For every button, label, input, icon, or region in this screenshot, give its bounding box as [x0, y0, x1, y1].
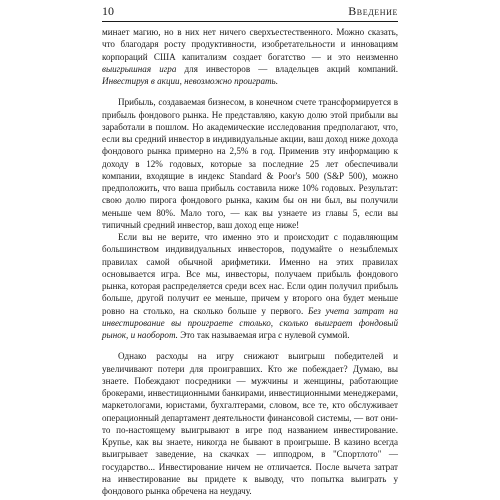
paragraph-gap — [102, 341, 398, 350]
header-rule — [102, 21, 398, 22]
paragraph-1 — [102, 26, 398, 87]
paragraph-1-segment: минает магию, но в них нет ничего сверхъестественного. Можно сказать, что благодаря росту продуктивности, изобретательности и инновациям корпораций США капитализм создает богатство — и это неизменно — [102, 27, 398, 62]
paragraph-1-segment: для инвесторов — владельцев акций компаний. — [176, 63, 398, 74]
paragraph-3-segment: Если вы не верите, что именно это и происходит с подавляющим большинством индивидуальных инвесторов, подумайте о незыблемых правилах самой обычной арифметики. Именно на этих правилах основывается игра. Все мы, инвесторы, получаем прибыль фондового рынка, которая распределяется среди всех нас. Если один получил прибыль больше, другой получит ее меньше, причем у второго она будет меньше ровно на столько, на сколько больше у первого. — [102, 232, 398, 316]
body-text — [102, 26, 398, 497]
page-number: 10 — [102, 4, 114, 18]
paragraph-2 — [102, 96, 398, 231]
paragraph-1-emphasis: Инвестируя в акции, невозможно проиграть. — [102, 76, 278, 86]
paragraph-3-segment: Это так называемая игра с нулевой суммой. — [177, 330, 350, 340]
running-head — [102, 4, 398, 18]
paragraph-1-emphasis: выигрышная игра — [102, 63, 177, 74]
paragraph-2-segment: Прибыль, создаваемая бизнесом, в конечном счете трансформируется в прибыль фондового рынка. Не представляю, какую долю этой прибыли вы заработали в пошлом. Но академические исследования предполагают, что, если вы средний инвестор в индивидуальные акции, ваш доход ниже дохода фондового рынка примерно на 2,5% в год. Применив эту информацию к доходу в 12% годовых, которые за последние 25 лет обеспечивали компании, входящие в индекс Standard & Poor's 500 (S&P 500), можно предположить, что ваша прибыль составила ниже 10% годовых. Результат: свою долю пирога фондового рынка, каким бы он ни был, вы получили меньше чем 80%. Мало того, — как вы узнаете из главы 5, если вы типичный средний инвестор, ваш доход еще ниже! — [102, 97, 398, 230]
paragraph-gap — [102, 87, 398, 96]
running-title: Введение — [348, 4, 398, 18]
paragraph-4-segment: Однако расходы на игру снижают выигрыш победителей и увеличивают потери для проигравших. Кто же побеждает? Думаю, вы знаете. Побеждают посредники — мужчины и женщины, работающие брокерами, инвестиционными банкирами, инвестиционными менеджерами, маркетологами, юристами, бухгалтерами, словом, все те, кто обслуживает операционный департамент деятельности финансовой системы, — вот они-то по-настоящему выигрывают в игре под названием инвестирование. Крупье, как вы знаете, никогда не бывают в проигрыше. В казино всегда выигрывает заведение, на скачках — ипподром, в "Спортлото" — государство... Инвестирование ничем не отличается. После вычета затрат на инвестирование вы придете к выводу, что попытка выиграть у фондового рынка обречена на неудачу. — [102, 351, 398, 496]
paragraph-4 — [102, 350, 398, 497]
paragraph-3-emphasis: Без учета затрат на инвестирование вы проиграете столько, сколько выиграет фондовый рынок, и наоборот. — [102, 305, 398, 340]
paragraph-3 — [102, 231, 398, 341]
